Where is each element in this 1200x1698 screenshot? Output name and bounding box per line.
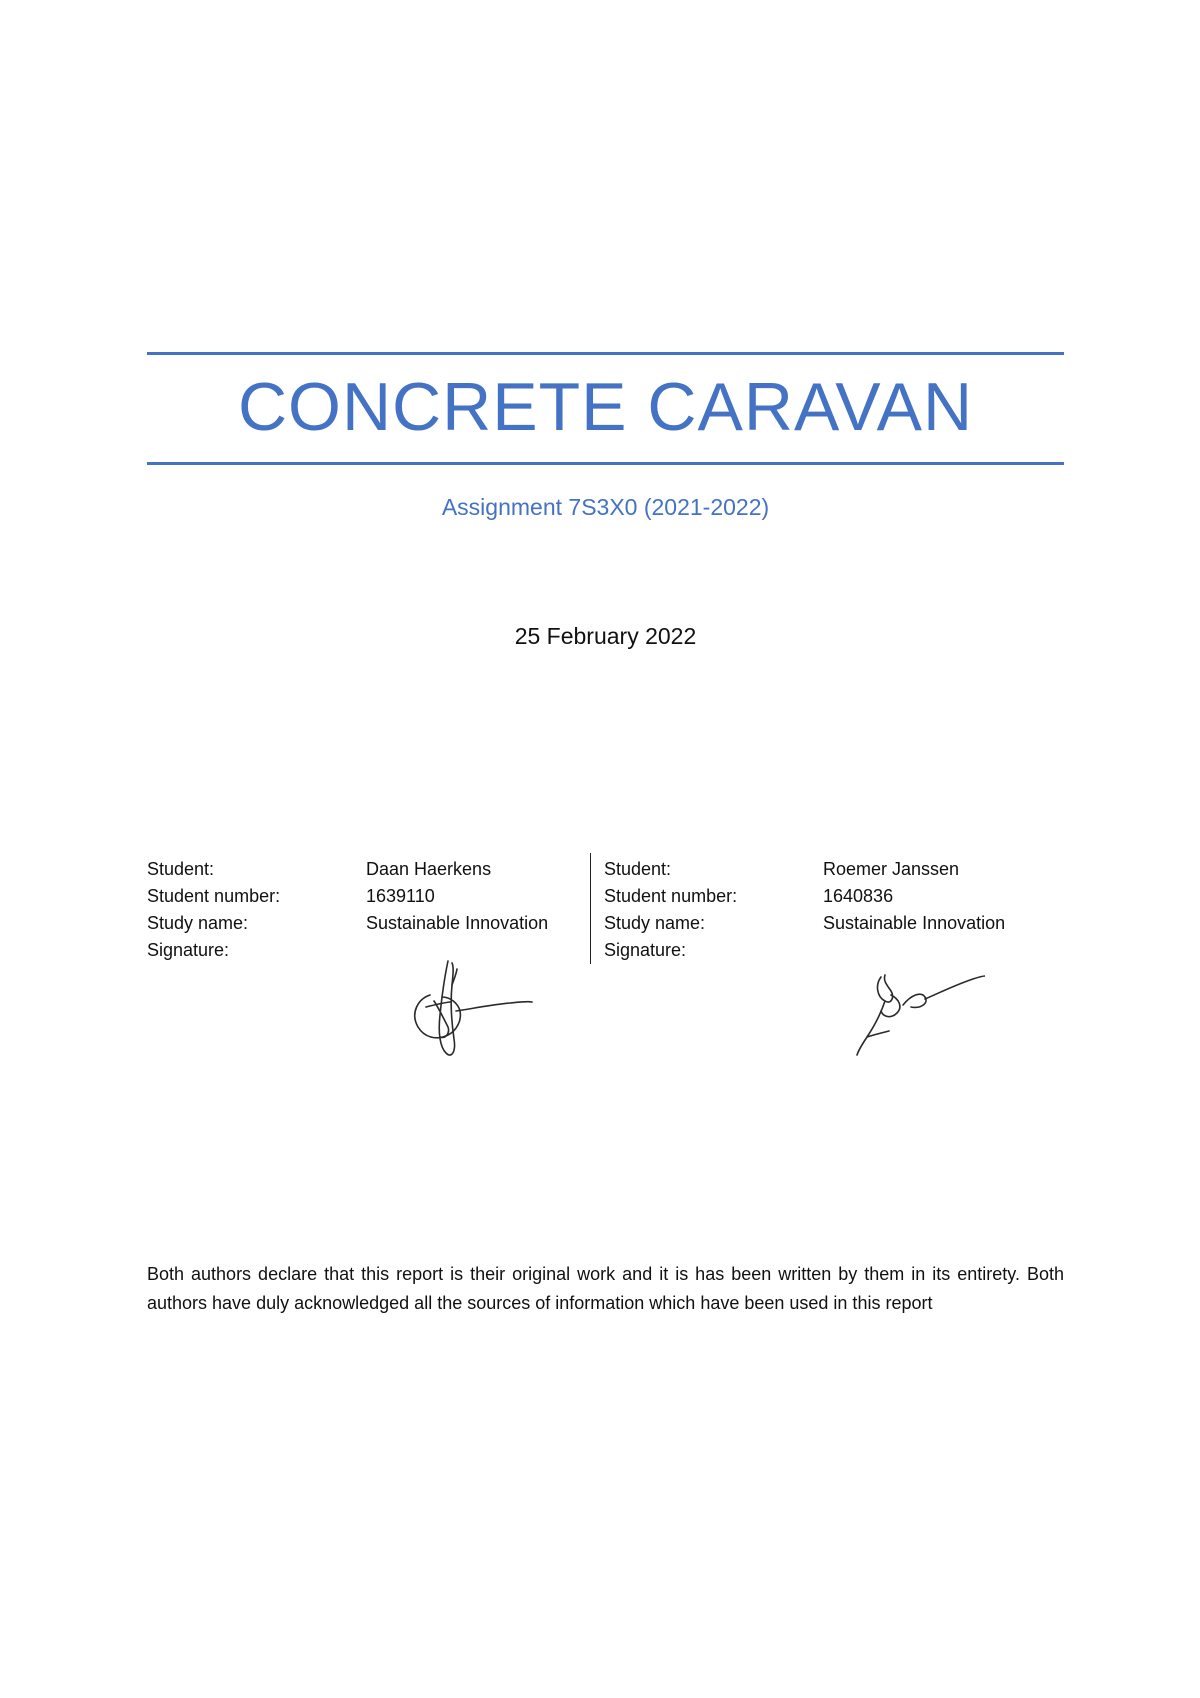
study-name: Sustainable Innovation	[823, 913, 1006, 933]
handwritten-signature-right	[855, 965, 985, 1060]
document-subtitle: Assignment 7S3X0 (2021-2022)	[441, 494, 770, 520]
document-title: CONCRETE CARAVAN	[237, 369, 974, 445]
student-info-left	[147, 856, 587, 964]
study-name-label: Study name:	[604, 913, 706, 933]
study-name-label: Study name:	[147, 913, 249, 933]
student-name-row	[147, 856, 587, 883]
student-info-right	[604, 856, 1044, 964]
student-number-row	[604, 883, 1044, 910]
authorship-declaration: Both authors declare that this report is their original work and it is has been written by them in its entirety. Both authors have duly acknowledged all the sources of information which have been used in this report	[147, 1264, 1064, 1313]
signature-label: Signature:	[147, 940, 230, 960]
student-label: Student:	[147, 859, 215, 879]
student-label: Student:	[604, 859, 672, 879]
column-divider	[590, 853, 591, 964]
student-number-row	[147, 883, 587, 910]
student-number: 1639110	[366, 886, 435, 906]
student-number-label: Student number:	[147, 886, 281, 906]
signature-label: Signature:	[604, 940, 687, 960]
document-date: 25 February 2022	[514, 623, 697, 649]
signature-row	[604, 937, 1044, 964]
student-name: Daan Haerkens	[366, 859, 492, 879]
student-name-row	[604, 856, 1044, 883]
student-name: Roemer Janssen	[823, 859, 960, 879]
study-name-row	[147, 910, 587, 937]
student-number-label: Student number:	[604, 886, 738, 906]
student-number: 1640836	[823, 886, 894, 906]
study-name-row	[604, 910, 1044, 937]
handwritten-signature-left	[390, 955, 540, 1065]
title-bottom-rule	[147, 462, 1064, 465]
study-name: Sustainable Innovation	[366, 913, 549, 933]
title-top-rule	[147, 352, 1064, 355]
